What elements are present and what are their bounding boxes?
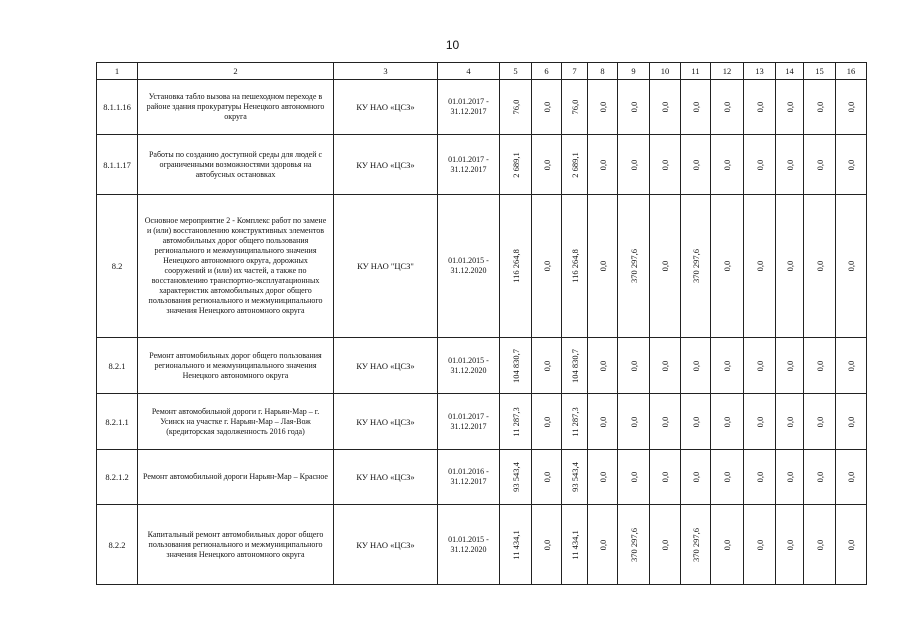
value-cell: 104 830,7 [500,338,532,394]
value-cell: 76,0 [562,80,588,135]
row-name: Ремонт автомобильной дороги г. Нарьян-Мар – г. Усинск на участке г. Нарьян-Мар – Лая-Вож (кредиторская задолженность 2016 года) [138,394,334,450]
value-cell: 104 830,7 [562,338,588,394]
value-cell: 0,0 [804,338,836,394]
row-executor: КУ НАО «ЦСЗ» [334,135,438,195]
column-header: 5 [500,63,532,80]
value-cell: 0,0 [650,505,681,585]
value-cell: 0,0 [681,135,711,195]
budget-table [96,62,867,585]
value-cell: 370 297,6 [618,195,650,338]
table-row [97,338,867,394]
value-cell: 0,0 [650,394,681,450]
value-cell: 0,0 [804,195,836,338]
value-cell: 0,0 [532,394,562,450]
column-header: 14 [776,63,804,80]
value-cell: 0,0 [650,195,681,338]
value-cell: 0,0 [588,450,618,505]
row-name: Капитальный ремонт автомобильных дорог общего пользования регионального и межмуниципального значения Ненецкого автономного округа [138,505,334,585]
row-period: 01.01.2015 - 31.12.2020 [438,338,500,394]
page-number: 10 [445,38,460,52]
value-cell: 0,0 [744,80,776,135]
row-period: 01.01.2015 - 31.12.2020 [438,505,500,585]
value-cell: 0,0 [618,135,650,195]
column-header: 3 [334,63,438,80]
row-executor: КУ НАО "ЦСЗ" [334,195,438,338]
column-header: 7 [562,63,588,80]
column-header: 8 [588,63,618,80]
value-cell: 0,0 [836,394,867,450]
row-code: 8.2.2 [97,505,138,585]
row-executor: КУ НАО «ЦСЗ» [334,394,438,450]
value-cell: 0,0 [681,394,711,450]
value-cell: 0,0 [588,394,618,450]
value-cell: 0,0 [711,195,744,338]
row-executor: КУ НАО «ЦСЗ» [334,80,438,135]
row-name: Основное мероприятие 2 - Комплекс работ по замене и (или) восстановлению конструктивных элементов автомобильных дорог общего пользования регионального и межмуниципального значения Ненецкого автономного округа, дорожных сооружений и (или) их частей, а также по восстановлению транспортно-эксплуатационных характеристик автомобильных дорог общего пользования регионального и межмуниципального значения Ненецкого автономного округа [138,195,334,338]
value-cell: 0,0 [650,80,681,135]
value-cell: 0,0 [744,394,776,450]
value-cell: 0,0 [776,505,804,585]
value-cell: 0,0 [776,135,804,195]
value-cell: 0,0 [711,505,744,585]
row-period: 01.01.2017 - 31.12.2017 [438,394,500,450]
value-cell: 0,0 [711,135,744,195]
value-cell: 0,0 [776,450,804,505]
value-cell: 0,0 [618,80,650,135]
column-header: 2 [138,63,334,80]
value-cell: 0,0 [804,135,836,195]
value-cell: 0,0 [836,338,867,394]
value-cell: 0,0 [532,505,562,585]
row-code: 8.1.1.16 [97,80,138,135]
value-cell: 0,0 [711,394,744,450]
value-cell: 11 434,1 [562,505,588,585]
value-cell: 0,0 [744,195,776,338]
value-cell: 0,0 [711,338,744,394]
table-row [97,450,867,505]
row-code: 8.2.1.1 [97,394,138,450]
column-header: 4 [438,63,500,80]
value-cell: 0,0 [744,450,776,505]
row-name: Установка табло вызова на пешеходном переходе в районе здания прокуратуры Ненецкого автономного округа [138,80,334,135]
value-cell: 0,0 [711,80,744,135]
column-header: 12 [711,63,744,80]
value-cell: 370 297,6 [681,505,711,585]
column-header: 16 [836,63,867,80]
value-cell: 93 543,4 [562,450,588,505]
value-cell: 0,0 [650,338,681,394]
value-cell: 0,0 [588,338,618,394]
column-header: 1 [97,63,138,80]
value-cell: 0,0 [532,135,562,195]
value-cell: 0,0 [650,450,681,505]
column-header: 11 [681,63,711,80]
value-cell: 370 297,6 [618,505,650,585]
value-cell: 0,0 [532,80,562,135]
row-code: 8.2.1.2 [97,450,138,505]
row-name: Ремонт автомобильной дороги Нарьян-Мар – Красное [138,450,334,505]
value-cell: 11 434,1 [500,505,532,585]
value-cell: 0,0 [776,195,804,338]
value-cell: 0,0 [588,135,618,195]
value-cell: 0,0 [532,450,562,505]
value-cell: 93 543,4 [500,450,532,505]
table-row [97,394,867,450]
row-executor: КУ НАО «ЦСЗ» [334,450,438,505]
value-cell: 0,0 [804,80,836,135]
value-cell: 0,0 [532,338,562,394]
row-name: Работы по созданию доступной среды для людей с ограниченными возможностями здоровья на автобусных остановках [138,135,334,195]
value-cell: 0,0 [681,450,711,505]
row-period: 01.01.2017 - 31.12.2017 [438,135,500,195]
value-cell: 0,0 [776,338,804,394]
value-cell: 116 264,8 [562,195,588,338]
value-cell: 0,0 [744,505,776,585]
column-header: 15 [804,63,836,80]
value-cell: 0,0 [804,450,836,505]
column-header: 9 [618,63,650,80]
value-cell: 11 287,3 [500,394,532,450]
value-cell: 0,0 [836,450,867,505]
column-header: 6 [532,63,562,80]
value-cell: 76,0 [500,80,532,135]
value-cell: 0,0 [681,338,711,394]
row-executor: КУ НАО «ЦСЗ» [334,505,438,585]
column-header: 10 [650,63,681,80]
table-row [97,135,867,195]
value-cell: 0,0 [618,394,650,450]
value-cell: 0,0 [836,135,867,195]
value-cell: 0,0 [776,80,804,135]
row-code: 8.2.1 [97,338,138,394]
table-row [97,505,867,585]
value-cell: 0,0 [588,195,618,338]
value-cell: 2 689,1 [500,135,532,195]
value-cell: 0,0 [711,450,744,505]
column-header: 13 [744,63,776,80]
header-row [97,63,867,80]
row-executor: КУ НАО «ЦСЗ» [334,338,438,394]
value-cell: 0,0 [681,80,711,135]
value-cell: 0,0 [532,195,562,338]
value-cell: 0,0 [836,80,867,135]
table-row [97,195,867,338]
value-cell: 0,0 [650,135,681,195]
value-cell: 0,0 [618,450,650,505]
value-cell: 0,0 [836,195,867,338]
value-cell: 0,0 [836,505,867,585]
value-cell: 0,0 [618,338,650,394]
row-period: 01.01.2015 - 31.12.2020 [438,195,500,338]
value-cell: 0,0 [588,80,618,135]
row-name: Ремонт автомобильных дорог общего пользования регионального и межмуниципального значения Ненецкого автономного округа [138,338,334,394]
value-cell: 370 297,6 [681,195,711,338]
table-row [97,80,867,135]
row-period: 01.01.2017 - 31.12.2017 [438,80,500,135]
row-code: 8.2 [97,195,138,338]
value-cell: 116 264,8 [500,195,532,338]
value-cell: 0,0 [804,394,836,450]
row-code: 8.1.1.17 [97,135,138,195]
value-cell: 0,0 [588,505,618,585]
value-cell: 2 689,1 [562,135,588,195]
value-cell: 0,0 [744,338,776,394]
row-period: 01.01.2016 - 31.12.2017 [438,450,500,505]
value-cell: 0,0 [744,135,776,195]
value-cell: 11 287,3 [562,394,588,450]
value-cell: 0,0 [776,394,804,450]
value-cell: 0,0 [804,505,836,585]
